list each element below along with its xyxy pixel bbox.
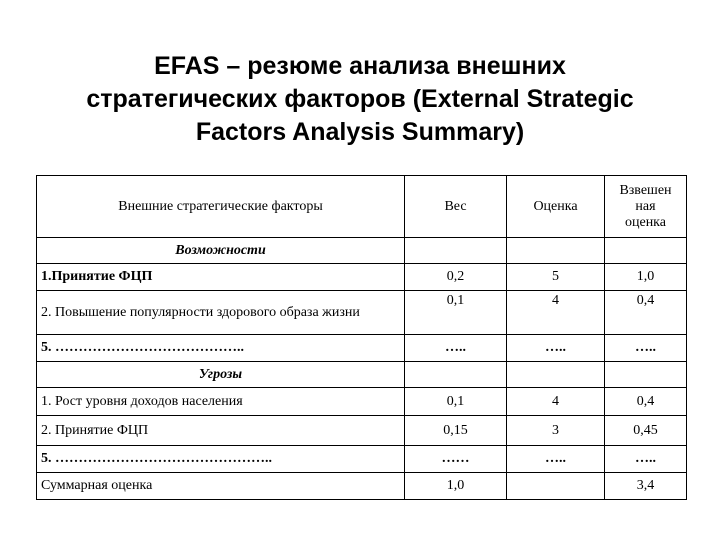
table-row xyxy=(37,291,687,335)
header-weighted-line-1: Взвешен xyxy=(619,182,672,198)
factor-cell: 2. Принятие ФЦП xyxy=(37,416,405,446)
factor-cell: 5. ………………………………….. xyxy=(37,335,405,362)
table-row xyxy=(37,416,687,446)
total-weight: 1,0 xyxy=(405,473,507,500)
section-threats-label: Угрозы xyxy=(37,362,405,388)
score-cell: 3 xyxy=(507,416,605,446)
weight-cell: 0,15 xyxy=(405,416,507,446)
score-cell: 4 xyxy=(507,388,605,416)
weighted-cell: 0,4 xyxy=(605,291,687,335)
score-cell: ….. xyxy=(507,335,605,362)
weight-cell: …… xyxy=(405,446,507,473)
title-line-3: Factors Analysis Summary) xyxy=(195,118,525,146)
factor-cell: 5. ……………………………………….. xyxy=(37,446,405,473)
title-line-1: EFAS – резюме анализа внешних xyxy=(154,52,566,80)
factor-cell: 1.Принятие ФЦП xyxy=(37,264,405,291)
weighted-cell: 0,4 xyxy=(605,388,687,416)
weight-cell: ….. xyxy=(405,335,507,362)
table-row xyxy=(37,388,687,416)
header-weight: Вес xyxy=(405,176,507,238)
table-row xyxy=(37,264,687,291)
weight-cell: 0,2 xyxy=(405,264,507,291)
total-row xyxy=(37,473,687,500)
weighted-cell: ….. xyxy=(605,335,687,362)
section-row-opportunities xyxy=(37,238,687,264)
score-cell: ….. xyxy=(507,446,605,473)
header-score: Оценка xyxy=(507,176,605,238)
table-row xyxy=(37,335,687,362)
table-row xyxy=(37,446,687,473)
header-row xyxy=(37,176,687,238)
section-row-threats xyxy=(37,362,687,388)
factor-cell: 1. Рост уровня доходов населения xyxy=(37,388,405,416)
total-score-empty xyxy=(507,473,605,500)
header-factors: Внешние стратегические факторы xyxy=(37,176,405,238)
total-weighted: 3,4 xyxy=(605,473,687,500)
score-cell: 5 xyxy=(507,264,605,291)
efas-table xyxy=(36,175,687,500)
weighted-cell: ….. xyxy=(605,446,687,473)
header-weighted-line-2: ная xyxy=(635,198,656,214)
section-opportunities-label: Возможности xyxy=(37,238,405,264)
score-cell: 4 xyxy=(507,291,605,335)
weighted-cell: 0,45 xyxy=(605,416,687,446)
weighted-cell: 1,0 xyxy=(605,264,687,291)
header-weighted-score xyxy=(605,176,687,238)
header-weighted-line-3: оценка xyxy=(624,214,666,230)
weight-cell: 0,1 xyxy=(405,388,507,416)
page-title xyxy=(0,50,720,149)
title-line-2: стратегических факторов (External Strategic xyxy=(86,85,634,113)
total-label: Суммарная оценка xyxy=(37,473,405,500)
factor-cell: 2. Повышение популярности здорового образа жизни xyxy=(37,291,405,335)
weight-cell: 0,1 xyxy=(405,291,507,335)
